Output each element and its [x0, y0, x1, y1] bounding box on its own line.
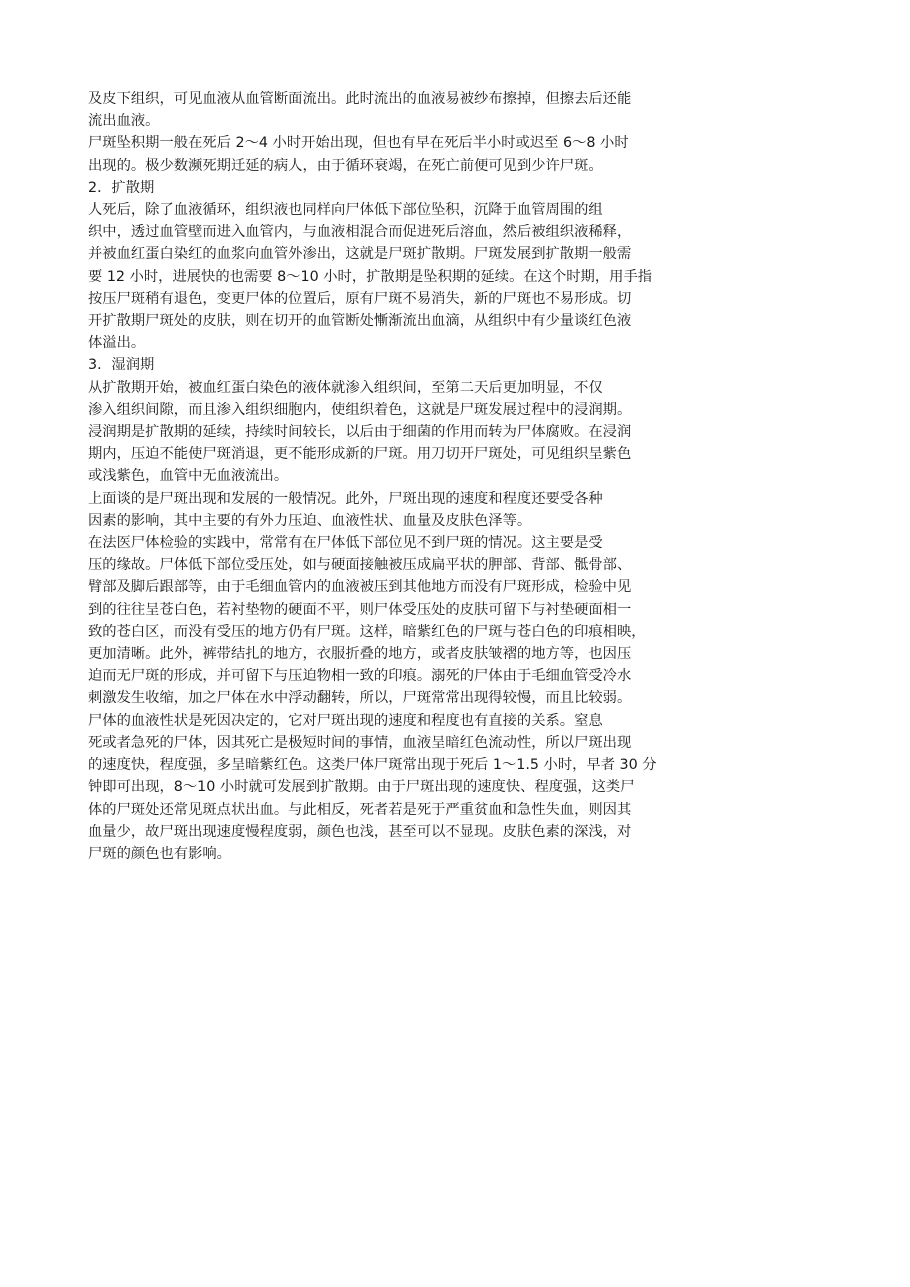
text-line: 上面谈的是尸斑出现和发展的一般情况。此外，尸斑出现的速度和程度还要受各种: [88, 490, 603, 507]
text-line: 流出血液。: [88, 113, 160, 130]
text-line: 期内，压迫不能使尸斑消退，更不能形成新的尸斑。用刀切开尸斑处，可见组织呈紫色: [88, 446, 632, 463]
section-heading: 3．湿润期: [88, 357, 155, 374]
text-line: 开扩散期尸斑处的皮肤，则在切开的血管断处慚渐流出血滴，从组织中有少量谈红色液: [88, 313, 632, 330]
text-line: 浸润期是扩散期的延续，持续时间较长，以后由于细菌的作用而转为尸体腐败。在浸润: [88, 424, 632, 441]
text-line: 体的尸斑处还常见斑点状出血。与此相反，死者若是死于严重贫血和急性失血，则因其: [88, 801, 632, 818]
text-line: 压的缘故。尸体低下部位受压处，如与硬面接触被压成扁平状的胛部、背部、骶骨部、: [88, 557, 632, 574]
text-line: 因素的影响，其中主要的有外力压迫、血液性状、血量及皮肤色泽等。: [88, 512, 532, 529]
text-line: 臂部及脚后跟部等，由于毛细血管内的血液被压到其他地方而没有尸斑形成，检验中见: [88, 579, 632, 596]
text-line: 出现的。极少数濒死期迁延的病人，由于循环衰竭，在死亡前便可见到少许尸斑。: [88, 157, 603, 174]
text-line: 尸体的血液性状是死因决定的，它对尸斑出现的速度和程度也有直接的关系。窒息: [88, 712, 603, 729]
text-line: 织中，透过血管壁而进入血管内，与血液相混合而促进死后溶血，然后被组织液稀释，: [88, 224, 632, 241]
text-line: 渗入组织间隙，而且渗入组织细胞内，使组织着色，这就是尸斑发展过程中的浸润期。: [88, 401, 632, 418]
text-line: 死或者急死的尸体，因其死亡是极短时间的事情，血液呈暗红色流动性，所以尸斑出现: [88, 734, 632, 751]
text-line: 及皮下组织，可见血液从血管断面流出。此时流出的血液易被纱布擦掉，但擦去后还能: [88, 91, 632, 107]
text-line: 按压尸斑稍有退色，变更尸体的位置后，原有尸斑不易消失，新的尸斑也不易形成。切: [88, 290, 632, 307]
text-line: 到的往往呈苍白色，若衬垫物的硬面不平，则尸体受压处的皮肤可留下与衬垫硬面相一: [88, 601, 632, 618]
text-line: 血量少，故尸斑出现速度慢程度弱，颜色也浅，甚至可以不显现。皮肤色素的深浅，对: [88, 823, 632, 840]
text-line: 刺激发生收缩，加之尸体在水中浮动翻转，所以，尸斑常常出现得较慢，而且比较弱。: [88, 690, 632, 707]
text-line: 尸斑的颜色也有影响。: [88, 845, 231, 862]
text-line: 致的苍白区，而没有受压的地方仍有尸斑。这样，暗紫红色的尸斑与苍白色的印痕相映，: [88, 623, 646, 640]
text-line: 更加清晰。此外，裤带结扎的地方，衣服折叠的地方，或者皮肤皱褶的地方等，也因压: [88, 646, 632, 663]
text-line: 钟即可出现，8～10 小时就可发展到扩散期。由于尸斑出现的速度快、程度强，这类尸: [88, 779, 635, 796]
text-line: 人死后，除了血液循环，组织液也同样向尸体低下部位坠积，沉降于血管周围的组: [88, 202, 603, 219]
text-line: 尸斑坠积期一般在死后 2～4 小时开始出现，但也有早在死后半小时或迟至 6～8 小时: [88, 135, 629, 152]
text-line: 体溢出。: [88, 335, 146, 352]
document-body: [88, 88, 868, 865]
section-heading: 2．扩散期: [88, 179, 155, 196]
text-line: 要 12 小时，进展快的也需要 8～10 小时，扩散期是坠积期的延续。在这个时期，用手指: [88, 268, 653, 285]
text-line: 并被血红蛋白染红的血浆向血管外渗出，这就是尸斑扩散期。尸斑发展到扩散期一般需: [88, 246, 632, 263]
text-line: 迫而无尸斑的形成，并可留下与压迫物相一致的印痕。溺死的尸体由于毛细血管受冷水: [88, 668, 632, 685]
text-line: 在法医尸体检验的实践中，常常有在尸体低下部位见不到尸斑的情况。这主要是受: [88, 535, 603, 552]
text-line: 的速度快，程度强，多呈暗紫红色。这类尸体尸斑常出现于死后 1～1.5 小时，早者 30 分: [88, 757, 657, 774]
text-line: 从扩散期开始，被血红蛋白染色的液体就渗入组织间，至第二天后更加明显，不仅: [88, 379, 603, 396]
text-line: 或浅紫色，血管中无血液流出。: [88, 468, 289, 485]
